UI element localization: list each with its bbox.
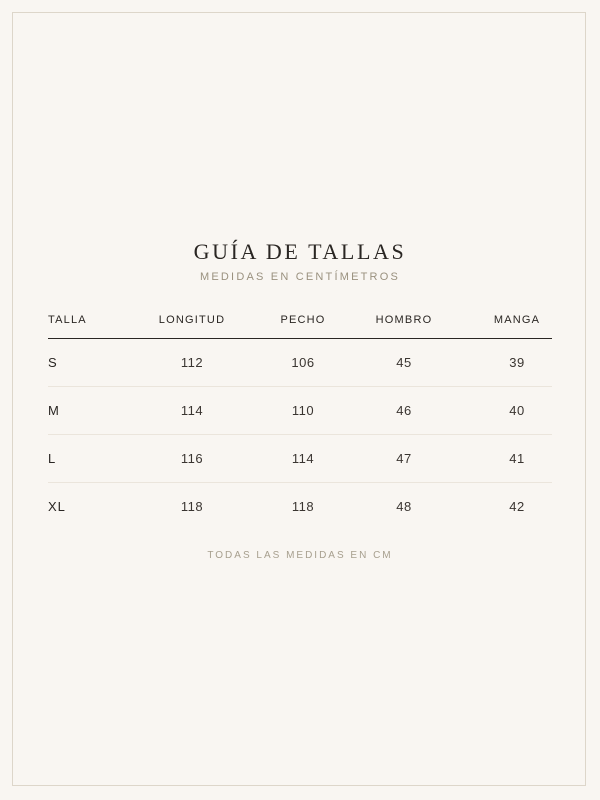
size-cell: M — [48, 387, 104, 435]
measurement-note: TODAS LAS MEDIDAS EN CM — [207, 550, 393, 561]
longitud-cell: 114 — [104, 387, 280, 435]
size-cell: XL — [48, 499, 66, 514]
longitud-cell: 112 — [104, 339, 280, 387]
manga-cell: 42 — [509, 499, 525, 514]
page-subtitle: MEDIDAS EN CENTÍMETROS — [200, 271, 400, 283]
table-header-row — [48, 302, 552, 339]
longitud-cell: 118 — [180, 499, 204, 514]
column-header-hombro: HOMBRO — [326, 302, 482, 339]
column-header-pecho: PECHO — [280, 302, 326, 339]
table-row — [48, 483, 552, 531]
column-header-talla: TALLA — [48, 302, 104, 339]
size-cell: L — [48, 435, 104, 483]
column-header-manga: MANGA — [482, 302, 552, 339]
manga-cell: 40 — [482, 387, 552, 435]
pecho-cell: 106 — [280, 339, 326, 387]
pecho-cell: 114 — [280, 435, 326, 483]
manga-cell: 41 — [482, 435, 552, 483]
hombro-cell: 48 — [396, 499, 412, 514]
table-row — [48, 435, 552, 483]
size-cell: S — [48, 339, 104, 387]
manga-cell: 39 — [482, 339, 552, 387]
hombro-cell: 46 — [326, 387, 482, 435]
size-table — [48, 302, 552, 530]
pecho-cell: 110 — [280, 387, 326, 435]
table-row — [48, 387, 552, 435]
column-header-longitud: LONGITUD — [104, 302, 280, 339]
pecho-cell: 118 — [291, 499, 315, 514]
hombro-cell: 45 — [326, 339, 482, 387]
hombro-cell: 47 — [326, 435, 482, 483]
page-title: GUÍA DE TALLAS — [193, 239, 407, 264]
table-row — [48, 339, 552, 387]
longitud-cell: 116 — [104, 435, 280, 483]
